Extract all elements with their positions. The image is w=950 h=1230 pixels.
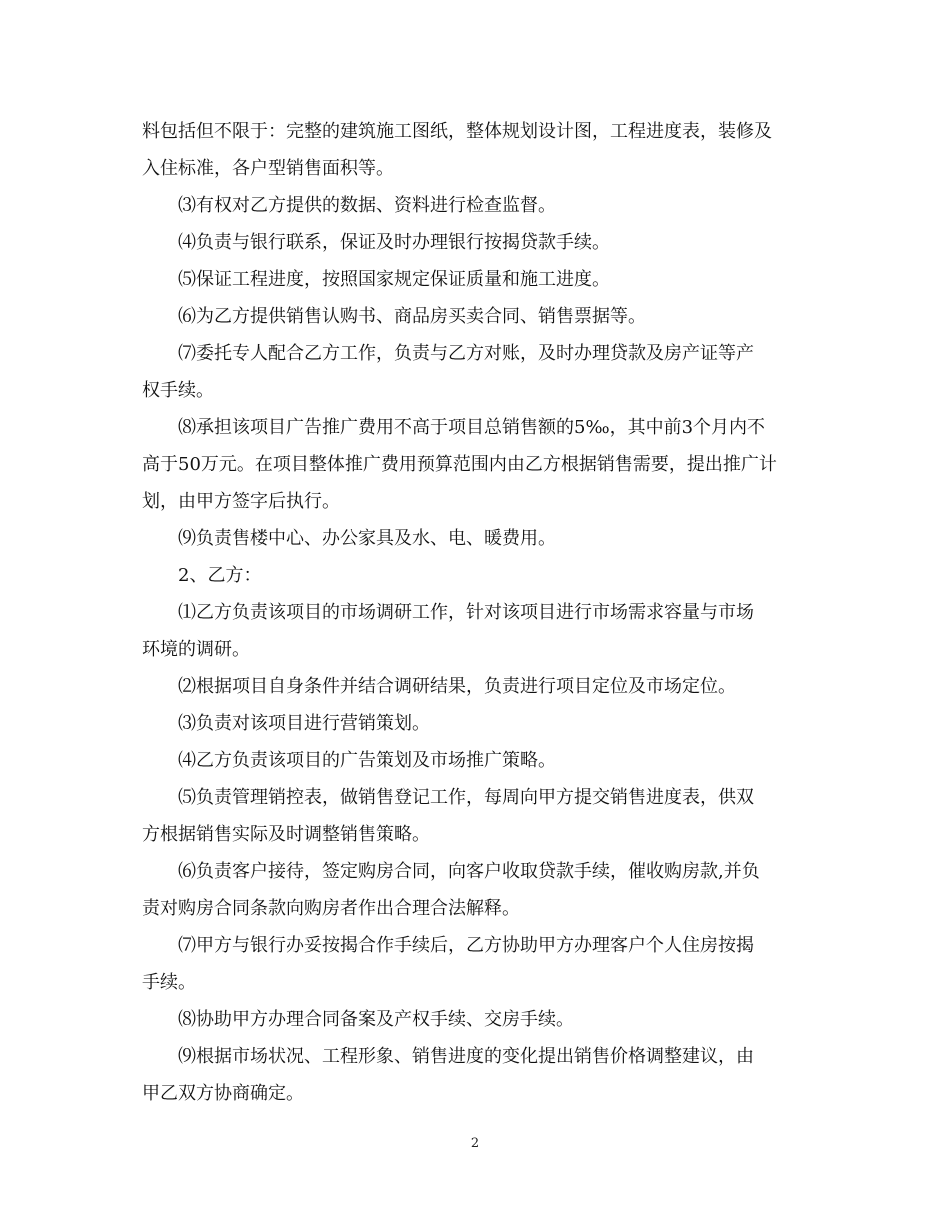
text-line: ⑶有权对乙方提供的数据、资料进行检查监督。 bbox=[178, 195, 556, 216]
text-line: 权手续。 bbox=[142, 380, 214, 401]
text-line: ⑺委托专人配合乙方工作，负责与乙方对账，及时办理贷款及房产证等产 bbox=[178, 343, 754, 364]
text-line: 2、乙方： bbox=[178, 565, 262, 586]
text-line: 甲乙双方协商确定。 bbox=[142, 1083, 304, 1104]
text-line: ⑻承担该项目广告推广费用不高于项目总销售额的5‰，其中前3个月内不 bbox=[178, 417, 766, 438]
text-line: 责对购房合同条款向购房者作出合理合法解释。 bbox=[142, 898, 520, 919]
text-line: 划，由甲方签字后执行。 bbox=[142, 491, 340, 512]
text-line: ⑷负责与银行联系，保证及时办理银行按揭贷款手续。 bbox=[178, 232, 610, 253]
page-number: 2 bbox=[470, 1136, 480, 1151]
text-line: 入住标准，各户型销售面积等。 bbox=[142, 158, 394, 179]
text-line: 料包括但不限于：完整的建筑施工图纸，整体规划设计图，工程进度表，装修及 bbox=[142, 121, 772, 142]
document-body bbox=[142, 113, 810, 1112]
text-line: ⑵根据项目自身条件并结合调研结果，负责进行项目定位及市场定位。 bbox=[178, 676, 736, 697]
text-line: 环境的调研。 bbox=[142, 639, 250, 660]
text-line: ⑺甲方与银行办妥按揭合作手续后，乙方协助甲方办理客户个人住房按揭 bbox=[178, 935, 754, 956]
text-line: 手续。 bbox=[142, 972, 196, 993]
text-line: ⑶负责对该项目进行营销策划。 bbox=[178, 713, 430, 734]
text-line: ⑷乙方负责该项目的广告策划及市场推广策略。 bbox=[178, 750, 556, 771]
text-line: ⑸负责管理销控表，做销售登记工作，每周向甲方提交销售进度表，供双 bbox=[178, 787, 754, 808]
text-line: 方根据销售实际及时调整销售策略。 bbox=[142, 824, 430, 845]
text-line: 高于50万元。在项目整体推广费用预算范围内由乙方根据销售需要，提出推广计 bbox=[142, 454, 777, 475]
text-line: ⑼负责售楼中心、办公家具及水、电、暖费用。 bbox=[178, 528, 556, 549]
text-line: ⑸保证工程进度，按照国家规定保证质量和施工进度。 bbox=[178, 269, 610, 290]
text-line: ⑻协助甲方办理合同备案及产权手续、交房手续。 bbox=[178, 1009, 574, 1030]
text-line: ⑹为乙方提供销售认购书、商品房买卖合同、销售票据等。 bbox=[178, 306, 646, 327]
text-line: ⑼根据市场状况、工程形象、销售进度的变化提出销售价格调整建议，由 bbox=[178, 1046, 754, 1067]
text-line: ⑴乙方负责该项目的市场调研工作，针对该项目进行市场需求容量与市场 bbox=[178, 602, 754, 623]
text-line: ⑹负责客户接待，签定购房合同，向客户收取贷款手续，催收购房款,并负 bbox=[178, 861, 760, 882]
